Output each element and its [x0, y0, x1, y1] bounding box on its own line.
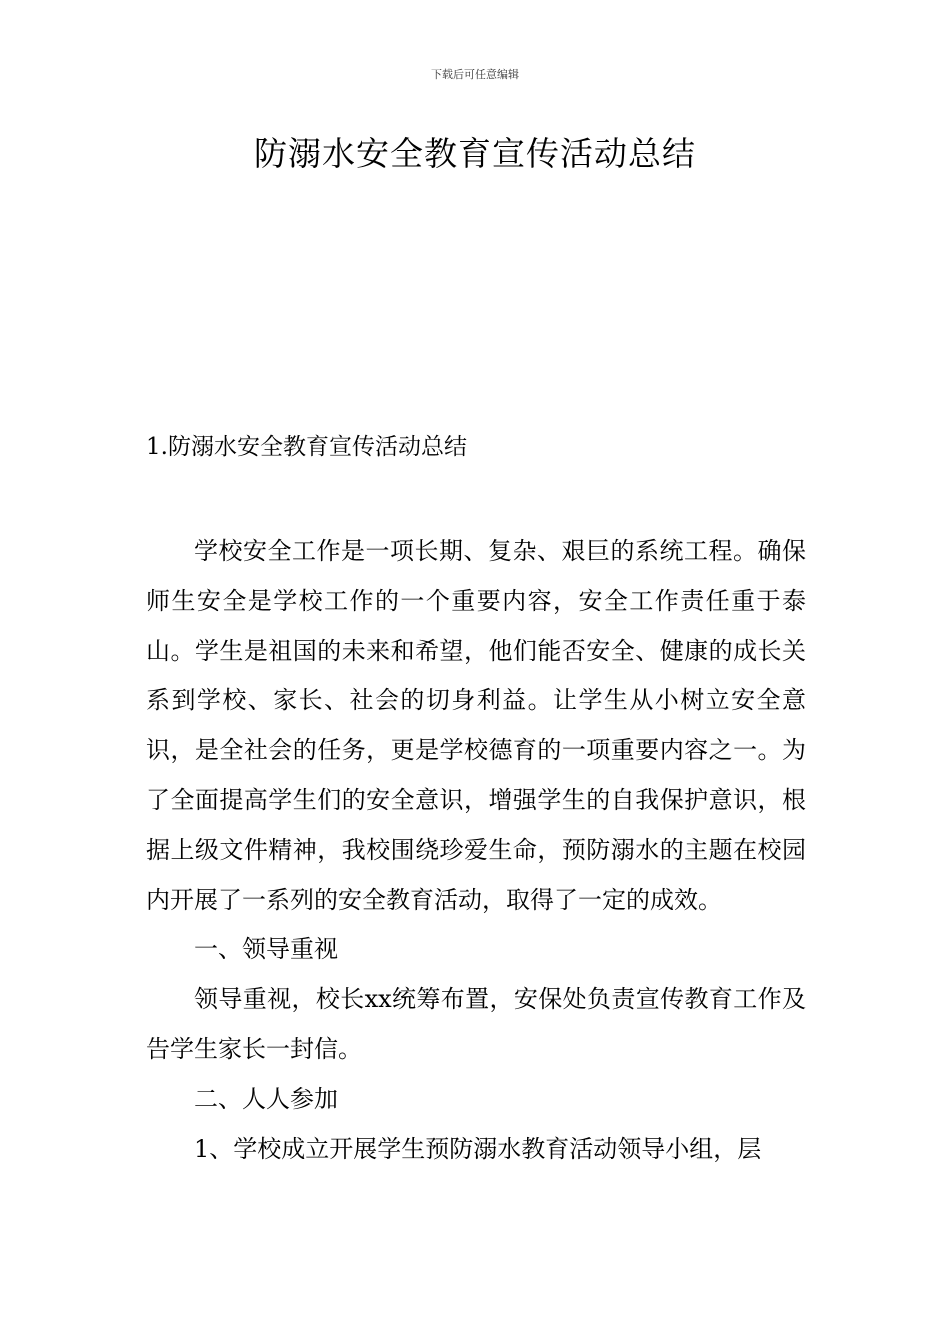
- subheading-leadership: 一、领导重视: [194, 935, 338, 964]
- document-body: [146, 527, 806, 1174]
- paragraph-leadership: 领导重视，校长xx统筹布置，安保处负责宣传教育工作及告学生家长一封信。: [146, 985, 806, 1063]
- paragraph-participation-1: 1、学校成立开展学生预防溺水教育活动领导小组，层: [194, 1134, 762, 1163]
- paragraph-intro: 学校安全工作是一项长期、复杂、艰巨的系统工程。确保师生安全是学校工作的一个重要内容，安全工作责任重于泰山。学生是祖国的未来和希望，他们能否安全、健康的成长关系到学校、家长、社会的切身利益。让学生从小树立安全意识，是全社会的任务，更是学校德育的一项重要内容之一。为了全面提高学生们的安全意识，增强学生的自我保护意识，根据上级文件精神，我校围绕珍爱生命，预防溺水的主题在校园内开展了一系列的安全教育活动，取得了一定的成效。: [146, 537, 806, 914]
- document-title: 防溺水安全教育宣传活动总结: [254, 134, 696, 173]
- subheading-participation: 二、人人参加: [194, 1084, 338, 1113]
- section-heading: 1.防溺水安全教育宣传活动总结: [146, 434, 467, 460]
- header-note: 下载后可任意编辑: [431, 68, 519, 81]
